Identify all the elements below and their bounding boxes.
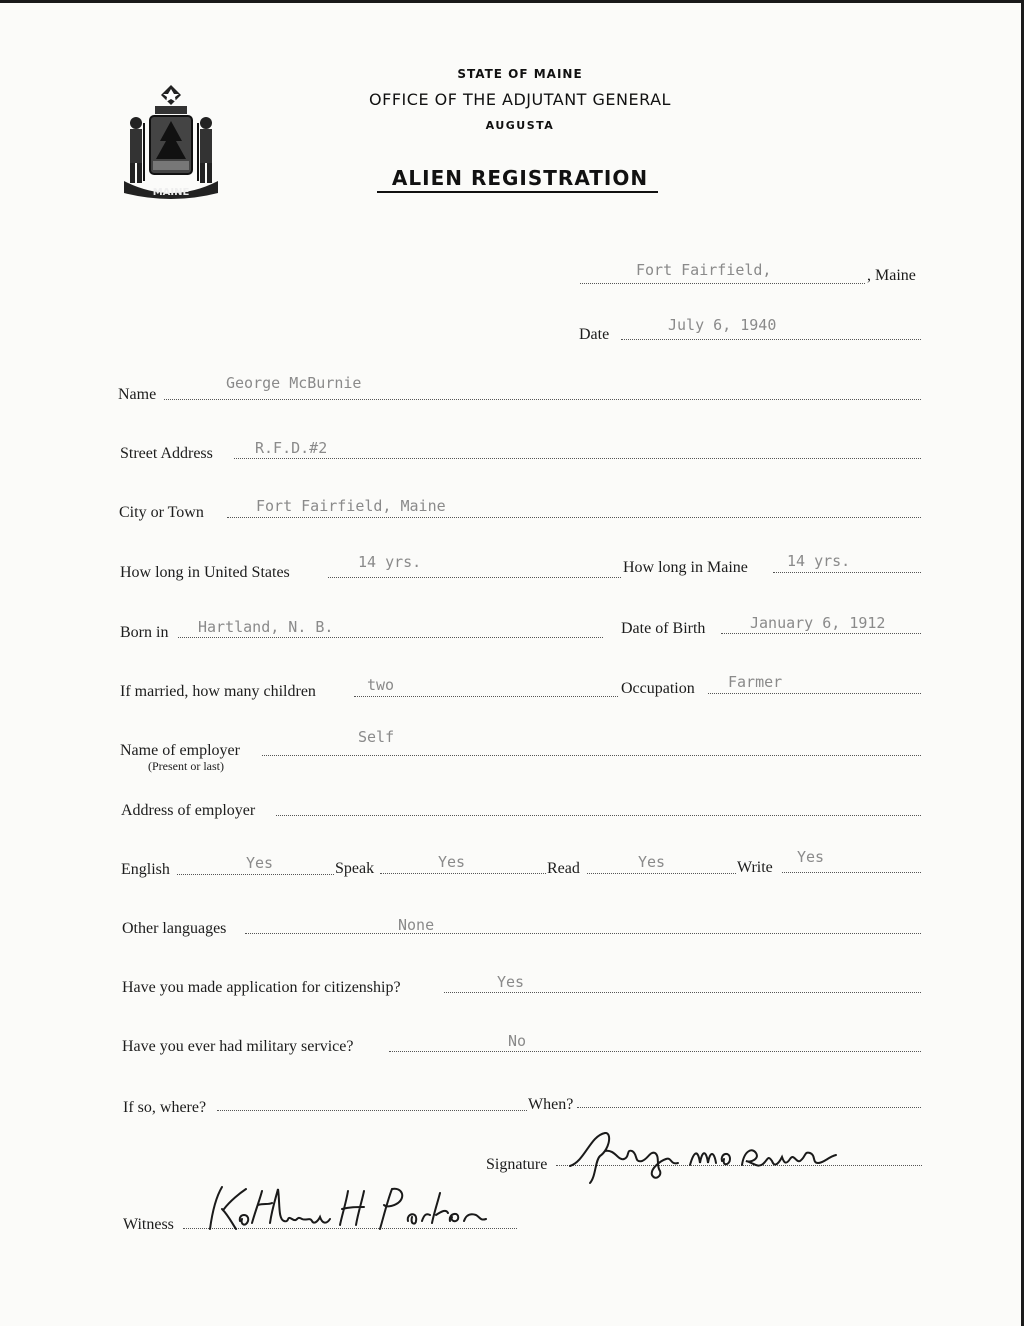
employer-line bbox=[262, 755, 921, 756]
street-line bbox=[234, 458, 921, 459]
where-label: If so, where? bbox=[123, 1099, 207, 1116]
citizenship-label: Have you made application for citizenship? bbox=[122, 979, 401, 996]
svg-text:MAINE: MAINE bbox=[152, 187, 190, 198]
when-line bbox=[577, 1107, 921, 1108]
read-value: Yes bbox=[638, 853, 666, 871]
witness-signature bbox=[180, 1179, 510, 1239]
occupation-label: Occupation bbox=[621, 680, 695, 697]
english-value: Yes bbox=[246, 854, 274, 872]
title-underline bbox=[377, 191, 658, 193]
header-state: STATE OF MAINE bbox=[457, 67, 583, 81]
maine-label: , Maine bbox=[867, 267, 916, 284]
name-label: Name bbox=[118, 386, 157, 403]
military-label: Have you ever had military service? bbox=[122, 1038, 354, 1055]
born-in-label: Born in bbox=[120, 624, 169, 641]
occupation-value: Farmer bbox=[728, 673, 783, 691]
dob-line bbox=[721, 633, 921, 634]
other-languages-label: Other languages bbox=[122, 920, 227, 937]
children-line bbox=[354, 696, 618, 697]
speak-line bbox=[380, 873, 546, 874]
speak-label: Speak bbox=[335, 860, 375, 877]
military-value: No bbox=[508, 1032, 527, 1050]
write-value: Yes bbox=[797, 848, 825, 866]
other-languages-value: None bbox=[398, 916, 435, 934]
header-office: OFFICE OF THE ADJUTANT GENERAL bbox=[369, 90, 671, 109]
english-line bbox=[177, 874, 334, 875]
born-in-line bbox=[178, 637, 603, 638]
speak-value: Yes bbox=[438, 853, 466, 871]
employer-label: Name of employer bbox=[120, 742, 240, 759]
us-duration-value: 14 yrs. bbox=[358, 553, 422, 571]
date-line bbox=[621, 339, 921, 340]
citizenship-value: Yes bbox=[497, 973, 525, 991]
header-city: AUGUSTA bbox=[485, 119, 555, 132]
occupation-line bbox=[708, 693, 921, 694]
when-label: When? bbox=[528, 1096, 574, 1113]
read-line bbox=[587, 873, 736, 874]
english-label: English bbox=[121, 861, 170, 878]
dob-label: Date of Birth bbox=[621, 620, 706, 637]
other-languages-line bbox=[245, 933, 921, 934]
children-label: If married, how many children bbox=[120, 683, 316, 700]
military-line bbox=[389, 1051, 921, 1052]
town-value: Fort Fairfield, bbox=[636, 261, 772, 279]
us-duration-line bbox=[328, 577, 621, 578]
city-value: Fort Fairfield, Maine bbox=[256, 497, 446, 515]
city-label: City or Town bbox=[119, 504, 204, 521]
street-value: R.F.D.#2 bbox=[255, 439, 328, 457]
employer-address-line bbox=[276, 815, 921, 816]
write-label: Write bbox=[737, 859, 773, 876]
us-duration-label: How long in United States bbox=[120, 564, 290, 581]
city-line bbox=[227, 517, 921, 518]
applicant-signature bbox=[560, 1121, 860, 1191]
name-value: George McBurnie bbox=[226, 374, 362, 392]
maine-duration-label: How long in Maine bbox=[623, 559, 748, 576]
employer-value: Self bbox=[358, 728, 395, 746]
children-value: two bbox=[367, 676, 395, 694]
page-title: ALIEN REGISTRATION bbox=[391, 166, 649, 190]
citizenship-line bbox=[444, 992, 921, 993]
maine-duration-value: 14 yrs. bbox=[787, 552, 851, 570]
maine-duration-line bbox=[773, 572, 921, 573]
date-value: July 6, 1940 bbox=[668, 316, 777, 334]
write-line bbox=[782, 872, 921, 873]
date-label: Date bbox=[579, 326, 610, 343]
witness-label: Witness bbox=[123, 1216, 174, 1233]
employer-sublabel: (Present or last) bbox=[148, 759, 224, 773]
signature-label: Signature bbox=[486, 1156, 548, 1173]
name-line bbox=[164, 399, 921, 400]
town-line bbox=[580, 283, 865, 284]
read-label: Read bbox=[547, 860, 580, 877]
dob-value: January 6, 1912 bbox=[750, 614, 886, 632]
where-line bbox=[217, 1110, 527, 1111]
employer-address-label: Address of employer bbox=[121, 802, 256, 819]
street-label: Street Address bbox=[120, 445, 213, 462]
born-in-value: Hartland, N. B. bbox=[198, 618, 334, 636]
